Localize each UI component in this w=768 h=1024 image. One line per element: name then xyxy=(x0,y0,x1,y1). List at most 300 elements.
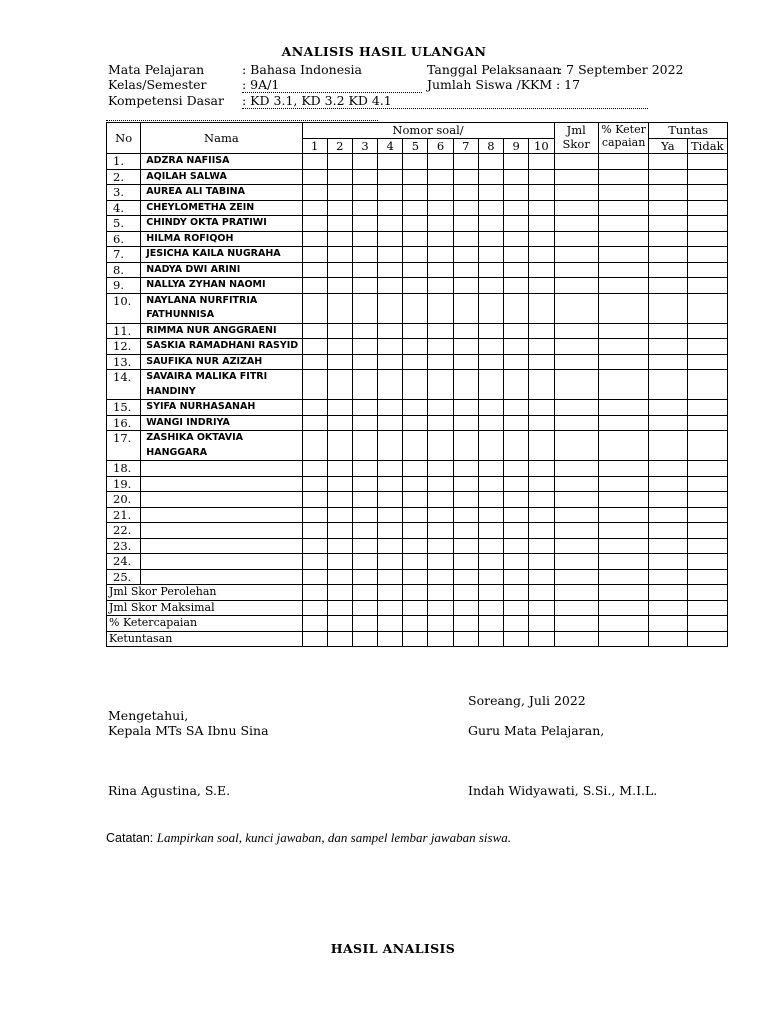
student-name xyxy=(141,569,302,585)
kelas-label: Kelas/Semester xyxy=(108,77,207,92)
score-cell xyxy=(352,231,377,247)
score-cell xyxy=(478,339,503,355)
table-row xyxy=(107,231,728,247)
score-cell xyxy=(453,185,478,201)
row-number: 10. xyxy=(107,293,141,323)
score-cell xyxy=(687,323,727,339)
dotted-rule xyxy=(106,120,378,121)
score-cell xyxy=(529,339,554,355)
score-cell xyxy=(478,370,503,400)
score-cell xyxy=(687,354,727,370)
score-cell xyxy=(554,216,598,232)
row-number: 3. xyxy=(107,185,141,201)
score-cell xyxy=(378,293,403,323)
score-cell xyxy=(529,415,554,431)
kepala-title: Kepala MTs SA Ibnu Sina xyxy=(108,723,269,738)
summary-cell xyxy=(504,600,529,616)
score-cell xyxy=(403,293,428,323)
score-cell xyxy=(403,554,428,570)
table-row xyxy=(107,507,728,523)
summary-cell xyxy=(504,585,529,601)
score-cell xyxy=(687,293,727,323)
score-cell xyxy=(504,354,529,370)
summary-cell xyxy=(649,631,687,647)
score-cell xyxy=(598,231,648,247)
score-cell xyxy=(428,354,453,370)
header-soal-2: 2 xyxy=(327,138,352,154)
score-cell xyxy=(302,492,327,508)
score-cell xyxy=(529,354,554,370)
score-cell xyxy=(403,247,428,263)
score-cell xyxy=(504,293,529,323)
score-cell xyxy=(687,476,727,492)
score-cell xyxy=(687,262,727,278)
summary-label: Jml Skor Maksimal xyxy=(107,600,303,616)
score-cell xyxy=(403,354,428,370)
score-cell xyxy=(352,554,377,570)
summary-cell xyxy=(598,585,648,601)
table-row xyxy=(107,554,728,570)
score-cell xyxy=(378,400,403,416)
score-cell xyxy=(302,523,327,539)
table-row xyxy=(107,200,728,216)
summary-cell xyxy=(428,631,453,647)
summary-cell xyxy=(403,616,428,632)
score-cell xyxy=(478,461,503,477)
score-cell xyxy=(598,154,648,170)
student-name: SYIFA NURHASANAH xyxy=(141,400,302,416)
summary-cell xyxy=(529,585,554,601)
kd-value: : KD 3.1, KD 3.2 KD 4.1 xyxy=(242,93,648,109)
score-cell xyxy=(428,523,453,539)
header-soal-4: 4 xyxy=(378,138,403,154)
score-cell xyxy=(378,278,403,294)
score-cell xyxy=(504,538,529,554)
score-cell xyxy=(428,293,453,323)
score-cell xyxy=(478,431,503,461)
score-cell xyxy=(504,323,529,339)
score-cell xyxy=(378,554,403,570)
summary-cell xyxy=(378,631,403,647)
score-cell xyxy=(649,400,687,416)
summary-cell xyxy=(453,616,478,632)
student-name: RIMMA NUR ANGGRAENI xyxy=(141,323,302,339)
score-cell xyxy=(687,247,727,263)
student-name: CHEYLOMETHA ZEIN xyxy=(141,200,302,216)
score-cell xyxy=(529,278,554,294)
score-cell xyxy=(403,400,428,416)
row-number: 15. xyxy=(107,400,141,416)
score-cell xyxy=(378,461,403,477)
row-number: 13. xyxy=(107,354,141,370)
score-cell xyxy=(378,216,403,232)
score-cell xyxy=(302,569,327,585)
score-cell xyxy=(453,231,478,247)
kepala-name: Rina Agustina, S.E. xyxy=(108,783,231,798)
summary-cell xyxy=(302,585,327,601)
summary-cell xyxy=(598,616,648,632)
student-name: NAYLANA NURFITRIA FATHUNNISA xyxy=(141,293,302,323)
score-cell xyxy=(327,200,352,216)
table-row xyxy=(107,323,728,339)
score-cell xyxy=(352,200,377,216)
row-number: 24. xyxy=(107,554,141,570)
score-cell xyxy=(598,476,648,492)
score-cell xyxy=(378,370,403,400)
score-cell xyxy=(649,247,687,263)
jumlah-value: : 17 xyxy=(556,77,581,92)
summary-cell xyxy=(598,600,648,616)
summary-cell xyxy=(687,585,727,601)
score-cell xyxy=(504,216,529,232)
score-cell xyxy=(649,169,687,185)
summary-cell xyxy=(352,585,377,601)
score-cell xyxy=(598,370,648,400)
summary-cell xyxy=(403,600,428,616)
score-cell xyxy=(504,507,529,523)
score-cell xyxy=(598,278,648,294)
summary-cell xyxy=(649,600,687,616)
summary-cell xyxy=(529,616,554,632)
score-cell xyxy=(478,507,503,523)
score-cell xyxy=(554,247,598,263)
row-number: 5. xyxy=(107,216,141,232)
row-number: 17. xyxy=(107,431,141,461)
student-name xyxy=(141,554,302,570)
score-cell xyxy=(403,200,428,216)
score-cell xyxy=(478,278,503,294)
summary-cell xyxy=(554,631,598,647)
score-cell xyxy=(378,538,403,554)
score-cell xyxy=(327,523,352,539)
score-cell xyxy=(687,569,727,585)
score-cell xyxy=(428,231,453,247)
student-name xyxy=(141,507,302,523)
summary-cell xyxy=(327,631,352,647)
score-cell xyxy=(403,431,428,461)
score-cell xyxy=(352,400,377,416)
student-name: SAVAIRA MALIKA FITRI HANDINY xyxy=(141,370,302,400)
student-name: SAUFIKA NUR AZIZAH xyxy=(141,354,302,370)
summary-cell xyxy=(428,616,453,632)
score-cell xyxy=(554,231,598,247)
score-cell xyxy=(453,507,478,523)
score-cell xyxy=(687,538,727,554)
score-cell xyxy=(649,262,687,278)
score-cell xyxy=(598,185,648,201)
student-name: CHINDY OKTA PRATIWI xyxy=(141,216,302,232)
score-cell xyxy=(378,569,403,585)
score-cell xyxy=(453,370,478,400)
score-cell xyxy=(327,154,352,170)
summary-cell xyxy=(554,585,598,601)
score-cell xyxy=(554,354,598,370)
row-number: 23. xyxy=(107,538,141,554)
score-cell xyxy=(478,476,503,492)
score-cell xyxy=(352,169,377,185)
header-soal-10: 10 xyxy=(529,138,554,154)
score-cell xyxy=(529,185,554,201)
tanggal-label: Tanggal Pelaksanaan xyxy=(427,62,561,77)
score-cell xyxy=(378,476,403,492)
score-cell xyxy=(327,262,352,278)
score-cell xyxy=(352,247,377,263)
row-number: 4. xyxy=(107,200,141,216)
score-cell xyxy=(428,339,453,355)
summary-cell xyxy=(378,616,403,632)
analysis-table xyxy=(106,122,728,647)
score-cell xyxy=(453,354,478,370)
score-cell xyxy=(598,431,648,461)
student-name xyxy=(141,523,302,539)
score-cell xyxy=(403,461,428,477)
row-number: 12. xyxy=(107,339,141,355)
score-cell xyxy=(649,354,687,370)
score-cell xyxy=(352,278,377,294)
student-name: AUREA ALI TABINA xyxy=(141,185,302,201)
score-cell xyxy=(453,216,478,232)
score-cell xyxy=(352,492,377,508)
score-cell xyxy=(378,431,403,461)
table-row xyxy=(107,293,728,323)
row-number: 22. xyxy=(107,523,141,539)
table-row xyxy=(107,262,728,278)
score-cell xyxy=(327,169,352,185)
row-number: 9. xyxy=(107,278,141,294)
score-cell xyxy=(598,169,648,185)
score-cell xyxy=(687,507,727,523)
score-cell xyxy=(428,154,453,170)
score-cell xyxy=(453,400,478,416)
score-cell xyxy=(428,200,453,216)
mapel-label: Mata Pelajaran xyxy=(108,62,205,77)
header-soal-1: 1 xyxy=(302,138,327,154)
table-row xyxy=(107,415,728,431)
score-cell xyxy=(504,247,529,263)
score-cell xyxy=(403,154,428,170)
score-cell xyxy=(687,554,727,570)
score-cell xyxy=(478,185,503,201)
score-cell xyxy=(649,415,687,431)
score-cell xyxy=(428,492,453,508)
score-cell xyxy=(352,185,377,201)
score-cell xyxy=(403,523,428,539)
summary-cell xyxy=(302,631,327,647)
score-cell xyxy=(302,200,327,216)
score-cell xyxy=(453,323,478,339)
score-cell xyxy=(352,476,377,492)
score-cell xyxy=(554,154,598,170)
score-cell xyxy=(649,507,687,523)
score-cell xyxy=(598,323,648,339)
kelas-value: : 9A/1 xyxy=(242,77,422,93)
table-row xyxy=(107,538,728,554)
summary-cell xyxy=(504,616,529,632)
score-cell xyxy=(687,200,727,216)
score-cell xyxy=(428,507,453,523)
score-cell xyxy=(327,185,352,201)
score-cell xyxy=(302,370,327,400)
student-name xyxy=(141,538,302,554)
score-cell xyxy=(302,400,327,416)
score-cell xyxy=(504,154,529,170)
score-cell xyxy=(403,169,428,185)
score-cell xyxy=(649,339,687,355)
score-cell xyxy=(649,569,687,585)
score-cell xyxy=(478,538,503,554)
student-name xyxy=(141,461,302,477)
score-cell xyxy=(529,431,554,461)
score-cell xyxy=(327,231,352,247)
score-cell xyxy=(504,461,529,477)
summary-cell xyxy=(403,631,428,647)
score-cell xyxy=(352,216,377,232)
place-date: Soreang, Juli 2022 xyxy=(468,693,586,708)
score-cell xyxy=(478,354,503,370)
score-cell xyxy=(378,492,403,508)
table-row xyxy=(107,278,728,294)
score-cell xyxy=(529,216,554,232)
score-cell xyxy=(687,370,727,400)
score-cell xyxy=(529,507,554,523)
score-cell xyxy=(453,247,478,263)
score-cell xyxy=(403,415,428,431)
score-cell xyxy=(687,523,727,539)
header-nomor-soal: Nomor soal/ xyxy=(302,123,554,139)
score-cell xyxy=(649,323,687,339)
score-cell xyxy=(403,538,428,554)
score-cell xyxy=(504,400,529,416)
score-cell xyxy=(302,154,327,170)
score-cell xyxy=(504,231,529,247)
score-cell xyxy=(302,415,327,431)
score-cell xyxy=(529,476,554,492)
score-cell xyxy=(378,200,403,216)
score-cell xyxy=(478,523,503,539)
score-cell xyxy=(327,507,352,523)
score-cell xyxy=(554,262,598,278)
score-cell xyxy=(554,492,598,508)
score-cell xyxy=(428,554,453,570)
student-name xyxy=(141,492,302,508)
score-cell xyxy=(352,569,377,585)
score-cell xyxy=(428,323,453,339)
score-cell xyxy=(529,554,554,570)
score-cell xyxy=(428,370,453,400)
score-cell xyxy=(403,216,428,232)
summary-cell xyxy=(687,631,727,647)
summary-cell xyxy=(687,616,727,632)
score-cell xyxy=(302,461,327,477)
summary-row xyxy=(107,600,728,616)
score-cell xyxy=(554,323,598,339)
score-cell xyxy=(529,569,554,585)
note xyxy=(106,830,511,846)
score-cell xyxy=(687,400,727,416)
score-cell xyxy=(327,339,352,355)
mapel-value: : Bahasa Indonesia xyxy=(242,62,362,77)
score-cell xyxy=(428,278,453,294)
score-cell xyxy=(378,262,403,278)
table-row xyxy=(107,461,728,477)
table-row xyxy=(107,492,728,508)
score-cell xyxy=(649,293,687,323)
score-cell xyxy=(327,400,352,416)
summary-cell xyxy=(453,600,478,616)
summary-cell xyxy=(554,600,598,616)
score-cell xyxy=(378,231,403,247)
score-cell xyxy=(598,262,648,278)
header-soal-9: 9 xyxy=(504,138,529,154)
score-cell xyxy=(453,461,478,477)
summary-row xyxy=(107,631,728,647)
score-cell xyxy=(478,415,503,431)
score-cell xyxy=(598,400,648,416)
score-cell xyxy=(378,169,403,185)
summary-cell xyxy=(649,616,687,632)
score-cell xyxy=(529,492,554,508)
score-cell xyxy=(649,231,687,247)
score-cell xyxy=(554,400,598,416)
score-cell xyxy=(649,216,687,232)
student-name: AQILAH SALWA xyxy=(141,169,302,185)
score-cell xyxy=(327,431,352,461)
score-cell xyxy=(649,538,687,554)
score-cell xyxy=(598,354,648,370)
score-cell xyxy=(687,461,727,477)
summary-cell xyxy=(478,631,503,647)
summary-cell xyxy=(554,616,598,632)
score-cell xyxy=(598,492,648,508)
score-cell xyxy=(554,461,598,477)
score-cell xyxy=(428,415,453,431)
score-cell xyxy=(327,461,352,477)
score-cell xyxy=(327,554,352,570)
table-row xyxy=(107,339,728,355)
summary-label: Ketuntasan xyxy=(107,631,303,647)
score-cell xyxy=(554,538,598,554)
score-cell xyxy=(403,339,428,355)
score-cell xyxy=(352,415,377,431)
score-cell xyxy=(302,339,327,355)
header-soal-3: 3 xyxy=(352,138,377,154)
score-cell xyxy=(529,323,554,339)
score-cell xyxy=(554,200,598,216)
score-cell xyxy=(687,216,727,232)
summary-cell xyxy=(378,585,403,601)
score-cell xyxy=(649,154,687,170)
score-cell xyxy=(598,293,648,323)
score-cell xyxy=(504,554,529,570)
score-cell xyxy=(453,476,478,492)
score-cell xyxy=(529,538,554,554)
score-cell xyxy=(529,461,554,477)
score-cell xyxy=(302,554,327,570)
row-number: 20. xyxy=(107,492,141,508)
score-cell xyxy=(529,247,554,263)
summary-cell xyxy=(478,616,503,632)
score-cell xyxy=(687,339,727,355)
summary-cell xyxy=(302,616,327,632)
score-cell xyxy=(478,169,503,185)
score-cell xyxy=(428,400,453,416)
score-cell xyxy=(403,185,428,201)
score-cell xyxy=(453,538,478,554)
score-cell xyxy=(504,278,529,294)
jumlah-label: Jumlah Siswa /KKM xyxy=(427,77,553,92)
score-cell xyxy=(598,554,648,570)
score-cell xyxy=(598,339,648,355)
